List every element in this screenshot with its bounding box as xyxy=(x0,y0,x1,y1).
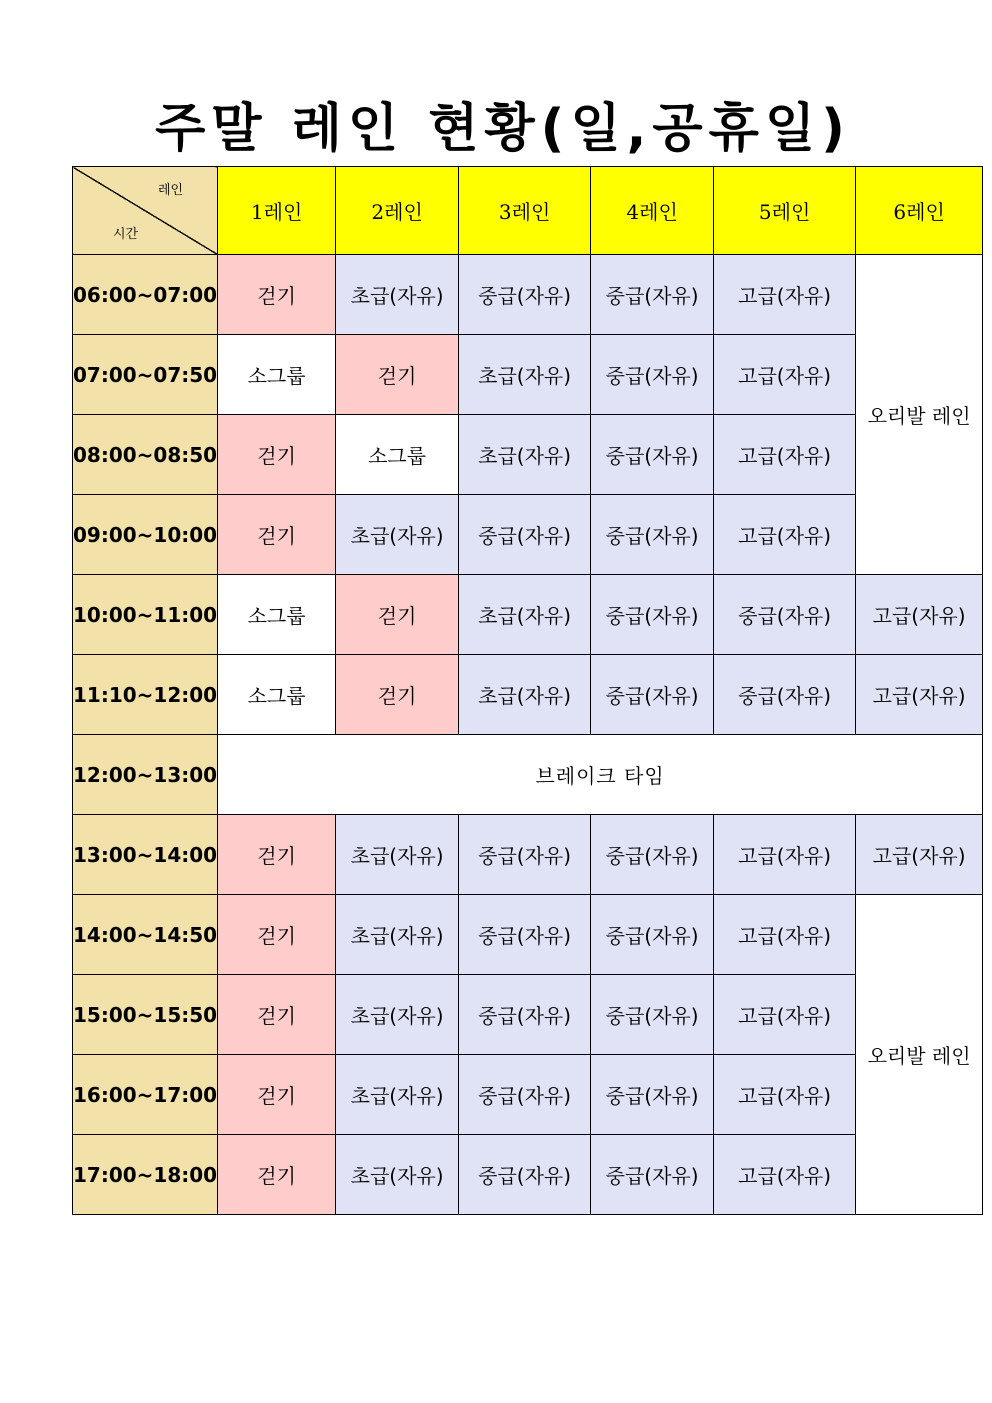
schedule-row xyxy=(73,415,983,495)
schedule-row xyxy=(73,255,983,335)
walk-cell: 걷기 xyxy=(218,495,336,575)
free-swim-cell: 중급(자유) xyxy=(591,975,714,1055)
lane-header-3: 3레인 xyxy=(459,167,591,255)
schedule-row xyxy=(73,975,983,1055)
free-swim-cell: 초급(자유) xyxy=(336,1135,459,1215)
schedule-row xyxy=(73,1055,983,1135)
free-swim-cell: 고급(자유) xyxy=(856,815,983,895)
walk-cell: 걷기 xyxy=(218,895,336,975)
time-cell: 08:00~08:50 xyxy=(73,415,218,495)
walk-cell: 걷기 xyxy=(218,1055,336,1135)
corner-time-label: 시간 xyxy=(113,227,139,242)
small-group-cell: 소그룹 xyxy=(218,655,336,735)
free-swim-cell: 고급(자유) xyxy=(714,255,856,335)
walk-cell: 걷기 xyxy=(336,655,459,735)
free-swim-cell: 중급(자유) xyxy=(591,815,714,895)
time-cell: 14:00~14:50 xyxy=(73,895,218,975)
time-cell: 17:00~18:00 xyxy=(73,1135,218,1215)
lane-header-1: 1레인 xyxy=(218,167,336,255)
lane-header-2: 2레인 xyxy=(336,167,459,255)
corner-lane-label: 레인 xyxy=(157,183,184,198)
schedule-row xyxy=(73,655,983,735)
time-cell: 16:00~17:00 xyxy=(73,1055,218,1135)
fin-lane-afternoon-cell: 오리발 레인 xyxy=(856,895,983,1215)
lane-header-5: 5레인 xyxy=(714,167,856,255)
free-swim-cell: 중급(자유) xyxy=(714,655,856,735)
schedule-row xyxy=(73,575,983,655)
schedule-row xyxy=(73,1135,983,1215)
free-swim-cell: 고급(자유) xyxy=(714,1055,856,1135)
free-swim-cell: 고급(자유) xyxy=(714,1135,856,1215)
free-swim-cell: 중급(자유) xyxy=(459,815,591,895)
time-cell: 13:00~14:00 xyxy=(73,815,218,895)
lane-header-6: 6레인 xyxy=(856,167,983,255)
free-swim-cell: 고급(자유) xyxy=(714,895,856,975)
free-swim-cell: 중급(자유) xyxy=(459,975,591,1055)
walk-cell: 걷기 xyxy=(218,415,336,495)
time-cell: 07:00~07:50 xyxy=(73,335,218,415)
lane-schedule-table xyxy=(72,166,983,1215)
free-swim-cell: 중급(자유) xyxy=(591,895,714,975)
free-swim-cell: 초급(자유) xyxy=(459,335,591,415)
small-group-cell: 소그룹 xyxy=(218,335,336,415)
time-cell: 11:10~12:00 xyxy=(73,655,218,735)
time-cell: 09:00~10:00 xyxy=(73,495,218,575)
free-swim-cell: 중급(자유) xyxy=(591,1135,714,1215)
free-swim-cell: 고급(자유) xyxy=(714,415,856,495)
free-swim-cell: 중급(자유) xyxy=(459,255,591,335)
free-swim-cell: 고급(자유) xyxy=(714,495,856,575)
free-swim-cell: 중급(자유) xyxy=(459,895,591,975)
free-swim-cell: 중급(자유) xyxy=(714,575,856,655)
page-title: 주말 레인 현황(일,공휴일) xyxy=(155,99,851,159)
free-swim-cell: 초급(자유) xyxy=(459,655,591,735)
free-swim-cell: 초급(자유) xyxy=(459,415,591,495)
free-swim-cell: 초급(자유) xyxy=(336,975,459,1055)
schedule-row xyxy=(73,815,983,895)
free-swim-cell: 중급(자유) xyxy=(591,1055,714,1135)
small-group-cell: 소그룹 xyxy=(336,415,459,495)
fin-lane-morning-cell: 오리발 레인 xyxy=(856,255,983,575)
free-swim-cell: 중급(자유) xyxy=(459,1055,591,1135)
free-swim-cell: 초급(자유) xyxy=(336,815,459,895)
break-time-cell: 브레이크 타임 xyxy=(218,735,983,815)
free-swim-cell: 초급(자유) xyxy=(336,1055,459,1135)
walk-cell: 걷기 xyxy=(336,575,459,655)
free-swim-cell: 중급(자유) xyxy=(591,575,714,655)
corner-header-cell xyxy=(73,167,218,255)
free-swim-cell: 중급(자유) xyxy=(591,495,714,575)
free-swim-cell: 초급(자유) xyxy=(336,255,459,335)
small-group-cell: 소그룹 xyxy=(218,575,336,655)
walk-cell: 걷기 xyxy=(218,975,336,1055)
free-swim-cell: 중급(자유) xyxy=(591,655,714,735)
free-swim-cell: 중급(자유) xyxy=(591,335,714,415)
schedule-row xyxy=(73,735,983,815)
schedule-row xyxy=(73,335,983,415)
walk-cell: 걷기 xyxy=(218,255,336,335)
free-swim-cell: 고급(자유) xyxy=(714,815,856,895)
time-cell: 12:00~13:00 xyxy=(73,735,218,815)
free-swim-cell: 중급(자유) xyxy=(459,495,591,575)
free-swim-cell: 초급(자유) xyxy=(336,495,459,575)
free-swim-cell: 고급(자유) xyxy=(714,975,856,1055)
walk-cell: 걷기 xyxy=(218,1135,336,1215)
time-cell: 10:00~11:00 xyxy=(73,575,218,655)
schedule-row xyxy=(73,895,983,975)
free-swim-cell: 중급(자유) xyxy=(591,415,714,495)
free-swim-cell: 초급(자유) xyxy=(336,895,459,975)
header-row xyxy=(73,167,983,255)
free-swim-cell: 중급(자유) xyxy=(459,1135,591,1215)
walk-cell: 걷기 xyxy=(218,815,336,895)
time-cell: 15:00~15:50 xyxy=(73,975,218,1055)
free-swim-cell: 중급(자유) xyxy=(591,255,714,335)
lane-header-4: 4레인 xyxy=(591,167,714,255)
walk-cell: 걷기 xyxy=(336,335,459,415)
free-swim-cell: 고급(자유) xyxy=(856,655,983,735)
free-swim-cell: 고급(자유) xyxy=(856,575,983,655)
time-cell: 06:00~07:00 xyxy=(73,255,218,335)
schedule-row xyxy=(73,495,983,575)
free-swim-cell: 고급(자유) xyxy=(714,335,856,415)
free-swim-cell: 초급(자유) xyxy=(459,575,591,655)
